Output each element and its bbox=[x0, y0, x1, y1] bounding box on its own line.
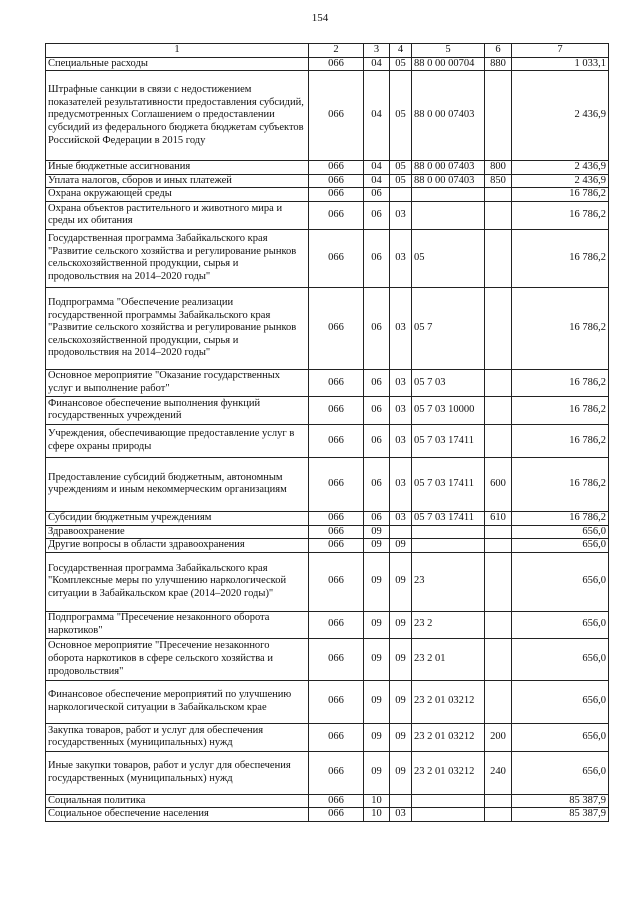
row-vr bbox=[485, 287, 512, 369]
row-pr: 09 bbox=[390, 680, 412, 723]
row-sum: 656,0 bbox=[512, 611, 609, 638]
row-name: Подпрограмма "Обеспечение реализации государственной программы Забайкальского края "Развитие сельского хозяйства и регулирование рынков сельскохозяйственной продукции, сырья и продовольствия на 2014–2020 годы" bbox=[46, 287, 309, 369]
row-pr: 09 bbox=[390, 723, 412, 751]
row-csr bbox=[412, 201, 485, 229]
row-rz: 06 bbox=[364, 511, 390, 525]
row-csr bbox=[412, 794, 485, 808]
row-csr: 23 bbox=[412, 552, 485, 611]
table-row bbox=[46, 751, 609, 794]
row-csr: 23 2 01 03212 bbox=[412, 723, 485, 751]
row-csr: 23 2 01 bbox=[412, 638, 485, 680]
row-csr bbox=[412, 808, 485, 822]
table-row bbox=[46, 680, 609, 723]
row-name: Охрана объектов растительного и животного мира и среды их обитания bbox=[46, 201, 309, 229]
row-csr bbox=[412, 188, 485, 202]
header-cell: 2 bbox=[309, 44, 364, 58]
row-rz: 09 bbox=[364, 552, 390, 611]
row-sum: 16 786,2 bbox=[512, 457, 609, 511]
row-sum: 85 387,9 bbox=[512, 794, 609, 808]
row-pr: 05 bbox=[390, 71, 412, 161]
table-row bbox=[46, 424, 609, 457]
row-sum: 656,0 bbox=[512, 680, 609, 723]
table-row bbox=[46, 71, 609, 161]
table-row bbox=[46, 188, 609, 202]
header-cell: 1 bbox=[46, 44, 309, 58]
row-pr: 09 bbox=[390, 552, 412, 611]
row-rz: 06 bbox=[364, 457, 390, 511]
row-rz: 06 bbox=[364, 369, 390, 396]
row-sum: 16 786,2 bbox=[512, 201, 609, 229]
row-vr bbox=[485, 71, 512, 161]
row-grbs: 066 bbox=[309, 539, 364, 553]
row-sum: 16 786,2 bbox=[512, 188, 609, 202]
row-name: Предоставление субсидий бюджетным, автономным учреждениям и иным некоммерческим организациям bbox=[46, 457, 309, 511]
row-grbs: 066 bbox=[309, 229, 364, 287]
table-row bbox=[46, 525, 609, 539]
table-row bbox=[46, 396, 609, 424]
row-sum: 656,0 bbox=[512, 723, 609, 751]
row-csr: 23 2 bbox=[412, 611, 485, 638]
row-name: Государственная программа Забайкальского края "Развитие сельского хозяйства и регулирование рынков сельскохозяйственной продукции, сырья и продовольствия на 2014–2020 годы" bbox=[46, 229, 309, 287]
row-csr: 88 0 00 07403 bbox=[412, 174, 485, 188]
table-row bbox=[46, 229, 609, 287]
row-grbs: 066 bbox=[309, 71, 364, 161]
row-sum: 656,0 bbox=[512, 638, 609, 680]
row-pr: 05 bbox=[390, 174, 412, 188]
row-name: Штрафные санкции в связи с недостижением показателей результативности предоставления субсидий, предусмотренных Соглашением о предоставлении субсидий из федерального бюджета бюджетам субъектов Российской Федерации в 2015 году bbox=[46, 71, 309, 161]
row-rz: 06 bbox=[364, 229, 390, 287]
row-pr bbox=[390, 794, 412, 808]
row-rz: 10 bbox=[364, 794, 390, 808]
row-name: Государственная программа Забайкальского края "Комплексные меры по улучшению наркологической ситуации в Забайкальском крае (2014–2020 годы)" bbox=[46, 552, 309, 611]
row-grbs: 066 bbox=[309, 174, 364, 188]
row-rz: 09 bbox=[364, 611, 390, 638]
row-sum: 656,0 bbox=[512, 751, 609, 794]
row-grbs: 066 bbox=[309, 525, 364, 539]
row-csr: 88 0 00 07403 bbox=[412, 71, 485, 161]
row-rz: 09 bbox=[364, 539, 390, 553]
table-row bbox=[46, 539, 609, 553]
row-sum: 1 033,1 bbox=[512, 57, 609, 71]
row-vr bbox=[485, 794, 512, 808]
row-rz: 04 bbox=[364, 57, 390, 71]
row-vr bbox=[485, 552, 512, 611]
row-csr: 05 bbox=[412, 229, 485, 287]
row-pr: 05 bbox=[390, 57, 412, 71]
row-csr: 23 2 01 03212 bbox=[412, 680, 485, 723]
row-grbs: 066 bbox=[309, 369, 364, 396]
row-vr bbox=[485, 201, 512, 229]
row-vr bbox=[485, 808, 512, 822]
row-name: Закупка товаров, работ и услуг для обеспечения государственных (муниципальных) нужд bbox=[46, 723, 309, 751]
table-row bbox=[46, 552, 609, 611]
row-sum: 16 786,2 bbox=[512, 511, 609, 525]
row-pr: 03 bbox=[390, 424, 412, 457]
row-pr: 03 bbox=[390, 457, 412, 511]
row-rz: 04 bbox=[364, 161, 390, 175]
table-row bbox=[46, 611, 609, 638]
row-rz: 09 bbox=[364, 723, 390, 751]
row-pr bbox=[390, 525, 412, 539]
row-grbs: 066 bbox=[309, 201, 364, 229]
row-sum: 85 387,9 bbox=[512, 808, 609, 822]
row-pr: 03 bbox=[390, 201, 412, 229]
row-grbs: 066 bbox=[309, 638, 364, 680]
row-rz: 06 bbox=[364, 188, 390, 202]
row-rz: 09 bbox=[364, 638, 390, 680]
row-vr: 610 bbox=[485, 511, 512, 525]
row-grbs: 066 bbox=[309, 552, 364, 611]
page-number: 154 bbox=[311, 12, 329, 24]
row-name: Иные закупки товаров, работ и услуг для обеспечения государственных (муниципальных) нужд bbox=[46, 751, 309, 794]
row-name: Финансовое обеспечение мероприятий по улучшению наркологической ситуации в Забайкальском крае bbox=[46, 680, 309, 723]
row-pr bbox=[390, 188, 412, 202]
row-vr: 850 bbox=[485, 174, 512, 188]
header-cell: 6 bbox=[485, 44, 512, 58]
row-csr: 05 7 bbox=[412, 287, 485, 369]
row-pr: 03 bbox=[390, 229, 412, 287]
table-row bbox=[46, 723, 609, 751]
row-sum: 2 436,9 bbox=[512, 174, 609, 188]
row-vr: 200 bbox=[485, 723, 512, 751]
row-vr bbox=[485, 611, 512, 638]
row-sum: 2 436,9 bbox=[512, 161, 609, 175]
row-sum: 16 786,2 bbox=[512, 287, 609, 369]
row-grbs: 066 bbox=[309, 287, 364, 369]
row-name: Основное мероприятие "Пресечение незаконного оборота наркотиков в сфере сельского хозяйства и продовольствия" bbox=[46, 638, 309, 680]
row-csr: 88 0 00 00704 bbox=[412, 57, 485, 71]
budget-table bbox=[45, 43, 609, 822]
row-name: Основное мероприятие "Оказание государственных услуг и выполнение работ" bbox=[46, 369, 309, 396]
row-vr: 800 bbox=[485, 161, 512, 175]
table-row bbox=[46, 57, 609, 71]
row-grbs: 066 bbox=[309, 161, 364, 175]
row-pr: 05 bbox=[390, 161, 412, 175]
row-vr bbox=[485, 680, 512, 723]
row-name: Уплата налогов, сборов и иных платежей bbox=[46, 174, 309, 188]
row-rz: 04 bbox=[364, 174, 390, 188]
row-sum: 2 436,9 bbox=[512, 71, 609, 161]
row-csr: 05 7 03 bbox=[412, 369, 485, 396]
row-csr: 88 0 00 07403 bbox=[412, 161, 485, 175]
row-vr bbox=[485, 369, 512, 396]
row-rz: 06 bbox=[364, 287, 390, 369]
row-vr bbox=[485, 638, 512, 680]
row-rz: 04 bbox=[364, 71, 390, 161]
row-name: Подпрограмма "Пресечение незаконного оборота наркотиков" bbox=[46, 611, 309, 638]
row-csr: 05 7 03 17411 bbox=[412, 511, 485, 525]
table-row bbox=[46, 369, 609, 396]
row-pr: 09 bbox=[390, 539, 412, 553]
row-csr bbox=[412, 525, 485, 539]
header-cell: 3 bbox=[364, 44, 390, 58]
row-vr bbox=[485, 396, 512, 424]
row-name: Финансовое обеспечение выполнения функций государственных учреждений bbox=[46, 396, 309, 424]
row-rz: 06 bbox=[364, 396, 390, 424]
table-row bbox=[46, 201, 609, 229]
row-grbs: 066 bbox=[309, 611, 364, 638]
row-rz: 06 bbox=[364, 424, 390, 457]
row-name: Здравоохранение bbox=[46, 525, 309, 539]
row-grbs: 066 bbox=[309, 188, 364, 202]
row-vr bbox=[485, 525, 512, 539]
row-sum: 16 786,2 bbox=[512, 424, 609, 457]
row-sum: 16 786,2 bbox=[512, 369, 609, 396]
row-vr bbox=[485, 188, 512, 202]
table-row bbox=[46, 638, 609, 680]
row-rz: 09 bbox=[364, 751, 390, 794]
row-vr: 240 bbox=[485, 751, 512, 794]
header-cell: 4 bbox=[390, 44, 412, 58]
row-grbs: 066 bbox=[309, 751, 364, 794]
header-cell: 5 bbox=[412, 44, 485, 58]
row-name: Иные бюджетные ассигнования bbox=[46, 161, 309, 175]
row-rz: 09 bbox=[364, 525, 390, 539]
row-csr bbox=[412, 539, 485, 553]
table-row bbox=[46, 287, 609, 369]
row-grbs: 066 bbox=[309, 457, 364, 511]
row-vr bbox=[485, 539, 512, 553]
header-row bbox=[46, 44, 609, 58]
row-grbs: 066 bbox=[309, 723, 364, 751]
row-vr: 600 bbox=[485, 457, 512, 511]
row-pr: 03 bbox=[390, 369, 412, 396]
row-name: Другие вопросы в области здравоохранения bbox=[46, 539, 309, 553]
row-name: Социальное обеспечение населения bbox=[46, 808, 309, 822]
row-vr: 880 bbox=[485, 57, 512, 71]
row-sum: 16 786,2 bbox=[512, 229, 609, 287]
row-name: Социальная политика bbox=[46, 794, 309, 808]
row-rz: 10 bbox=[364, 808, 390, 822]
row-rz: 09 bbox=[364, 680, 390, 723]
table-row bbox=[46, 457, 609, 511]
table-row bbox=[46, 174, 609, 188]
row-grbs: 066 bbox=[309, 396, 364, 424]
row-pr: 09 bbox=[390, 638, 412, 680]
row-sum: 656,0 bbox=[512, 552, 609, 611]
table-row bbox=[46, 161, 609, 175]
table-row bbox=[46, 808, 609, 822]
row-pr: 03 bbox=[390, 808, 412, 822]
row-name: Специальные расходы bbox=[46, 57, 309, 71]
row-name: Учреждения, обеспечивающие предоставление услуг в сфере охраны природы bbox=[46, 424, 309, 457]
row-grbs: 066 bbox=[309, 57, 364, 71]
row-csr: 05 7 03 17411 bbox=[412, 424, 485, 457]
row-pr: 03 bbox=[390, 511, 412, 525]
row-grbs: 066 bbox=[309, 680, 364, 723]
row-csr: 23 2 01 03212 bbox=[412, 751, 485, 794]
row-sum: 16 786,2 bbox=[512, 396, 609, 424]
row-sum: 656,0 bbox=[512, 539, 609, 553]
row-grbs: 066 bbox=[309, 511, 364, 525]
table-row bbox=[46, 511, 609, 525]
row-pr: 03 bbox=[390, 287, 412, 369]
row-csr: 05 7 03 10000 bbox=[412, 396, 485, 424]
row-pr: 09 bbox=[390, 611, 412, 638]
row-csr: 05 7 03 17411 bbox=[412, 457, 485, 511]
row-grbs: 066 bbox=[309, 794, 364, 808]
row-grbs: 066 bbox=[309, 808, 364, 822]
row-vr bbox=[485, 424, 512, 457]
row-sum: 656,0 bbox=[512, 525, 609, 539]
row-vr bbox=[485, 229, 512, 287]
row-pr: 09 bbox=[390, 751, 412, 794]
row-pr: 03 bbox=[390, 396, 412, 424]
row-grbs: 066 bbox=[309, 424, 364, 457]
table-row bbox=[46, 794, 609, 808]
row-rz: 06 bbox=[364, 201, 390, 229]
row-name: Охрана окружающей среды bbox=[46, 188, 309, 202]
row-name: Субсидии бюджетным учреждениям bbox=[46, 511, 309, 525]
header-cell: 7 bbox=[512, 44, 609, 58]
